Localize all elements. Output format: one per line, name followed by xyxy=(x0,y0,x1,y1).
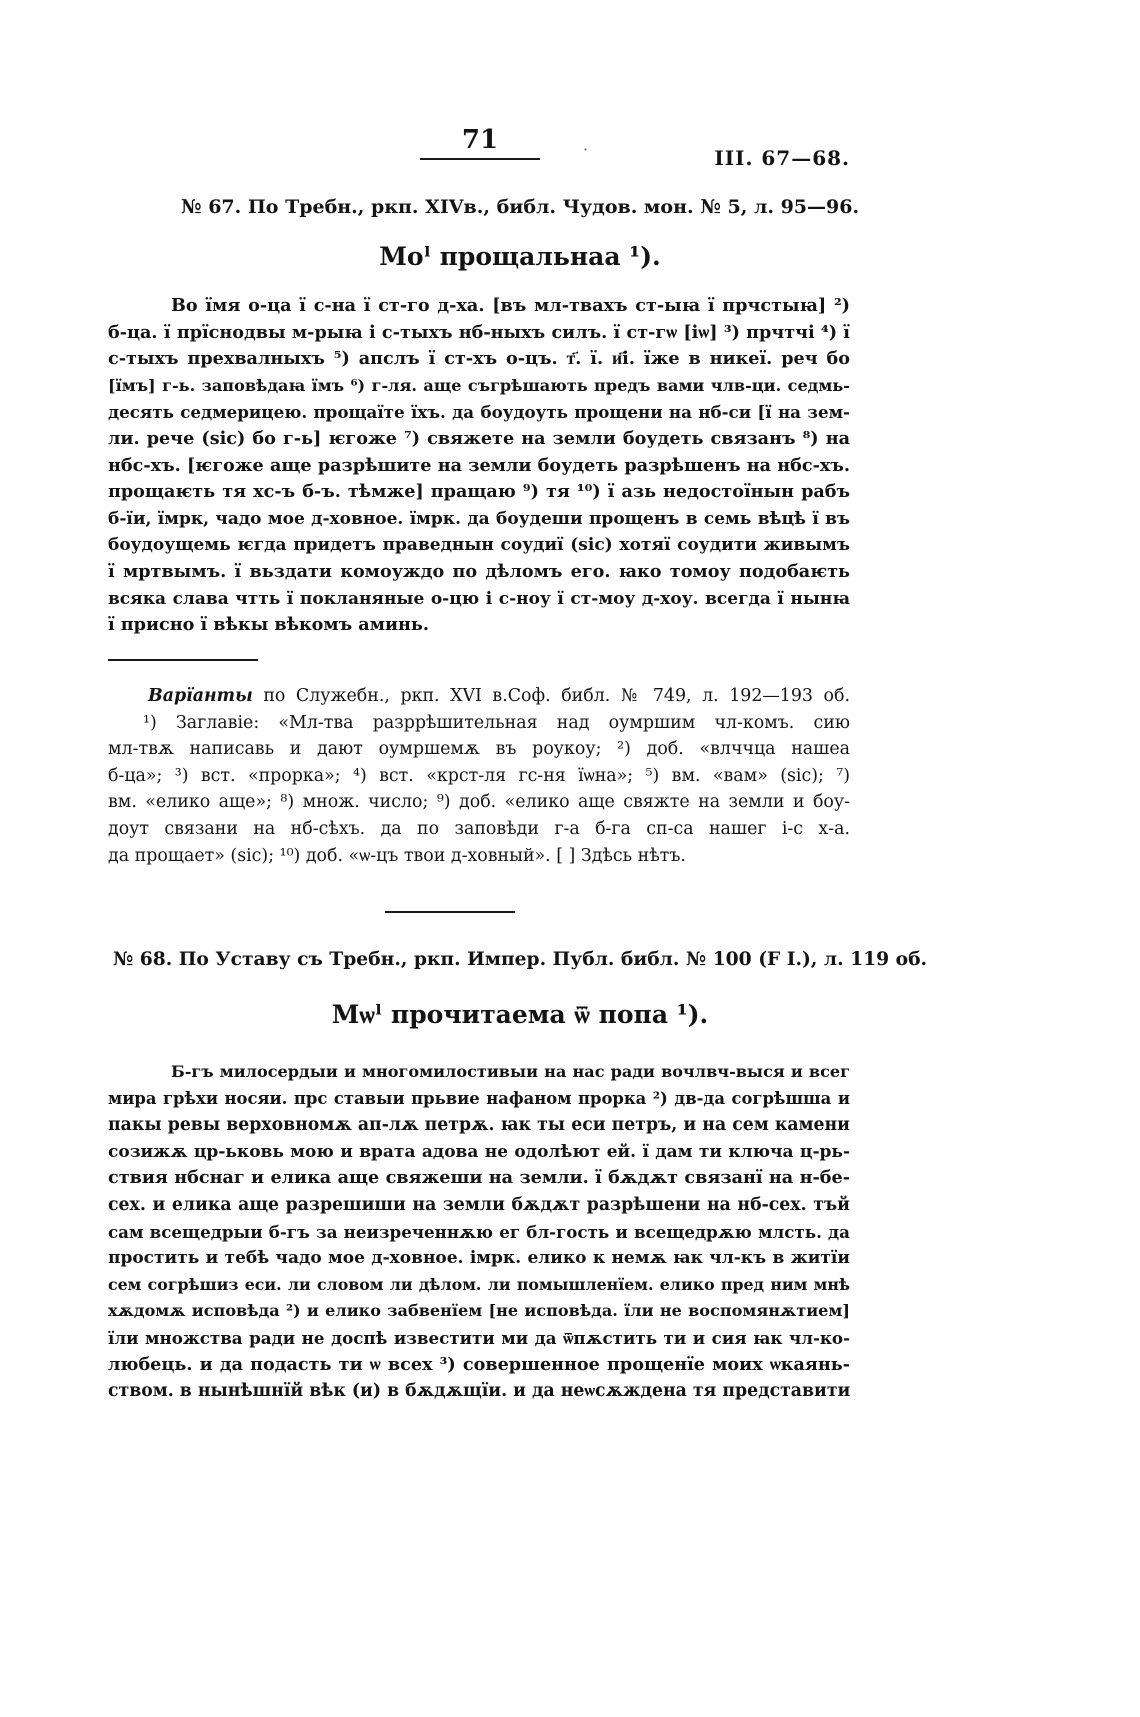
entry-68-title: Мѡˡ прочитаема ѿ попа ¹). xyxy=(331,1000,709,1029)
text-line: всяка слава чтть ї покланяные о-цю і с-ноу ї ст-моу д-хоу. всегда ї нынꙗ xyxy=(108,588,850,609)
text-line: хѫдомѫ исповѣда ²) и елико забвенїем [не исповѣда. їли не воспомянѫтием] xyxy=(108,1301,850,1321)
entry-68-text xyxy=(108,1059,850,1405)
footnote-separator xyxy=(108,659,258,661)
text-line: їли множства ради не доспѣ известити ми да ѿпѫстить ти и сия ꙗк чл-ко- xyxy=(108,1327,850,1348)
text-line: десять седмерицею. прощаїте їхъ. да боудоуть прощени на нб-си [ї на зем- xyxy=(108,402,850,423)
text-line: боудоущемь ѥгда придетъ праведнын соудиї (sic) хотяї соудити живымъ xyxy=(108,535,850,556)
variant-line: б-ца»; ³) вст. «прорка»; ⁴) вст. «крст-ля гс-ня їѡна»; ⁵) вм. «вам» (sic); ⁷) xyxy=(108,765,850,786)
page-number: 71 xyxy=(461,125,499,155)
print-speck: · xyxy=(583,140,589,159)
text-line: созижѫ цр-ьковь мою и врата адова не одолѣют ей. ї дам ти ключа ц-рь- xyxy=(108,1141,850,1162)
text-line: сех. и елика аще разрешиши на земли бѫдѫт разрѣшени на нб-сех. тъй xyxy=(108,1194,850,1215)
text-line: б-їи, їмрк, чадо мое д-ховное. їмрк. да боудеши прощенъ в семь вѣцѣ ї въ xyxy=(108,508,850,529)
entry-68-heading: № 68. По Уставу съ Требн., ркп. Импер. Публ. библ. № 100 (F I.), л. 119 об. xyxy=(112,948,928,970)
variants-67 xyxy=(108,683,850,869)
text-line: нбс-хъ. [ѥгоже аще разрѣшите на земли боудеть разрѣшенъ на нбс-хъ. xyxy=(108,454,850,476)
text-line: простить и тебѣ чадо мое д-ховное. імрк. елико к немѫ ꙗк чл-къ в житїи xyxy=(108,1248,850,1269)
text-line: сам всещедрыи б-гъ за неизреченнѫю ег бл-гость и всещедрѫю млсть. да xyxy=(108,1221,850,1242)
text-line: б-ца. ї прїснодвы м-рыꙗ і с-тыхъ нб-ныхъ силъ. ї ст-гѡ [іѡ] ³) прчтчі ⁴) ї xyxy=(108,321,850,343)
entry-67-text xyxy=(108,293,850,639)
variants-heading-line xyxy=(108,683,850,710)
text-line: ствия нбснаг и елика аще свяжеши на земли. ї бѫдѫт связанї на н-бе- xyxy=(108,1167,850,1189)
text-line: ством. в нынѣшнїй вѣк (и) в бѫдѫщїи. и да неѡсѫждена тя представити xyxy=(108,1381,851,1402)
text-line: ї присно ї вѣкы вѣкомъ аминь. xyxy=(108,614,429,636)
text-line: сем согрѣшиз еси. ли словом ли дѣлом. ли помышленїем. елико пред ним мнѣ xyxy=(108,1274,850,1294)
variant-line: да прощает» (sic); ¹⁰) доб. «ѡ-цъ твои д-ховный». [ ] Здѣсь нѣтъ. xyxy=(108,845,686,866)
text-line: с-тыхъ прехвалныхъ ⁵) апслъ ї ст-хъ о-цъ. т҃. ї. и҃і. їже в никеї. реч бо xyxy=(108,348,850,370)
text-line: Во їмя о-ца ї с-на ї ст-го д-ха. [въ мл-твахъ ст-ыꙗ ї прчстыꙗ] ²) xyxy=(171,295,850,316)
variant-line: ¹) Заглавіе: «Мл-тва разррѣшительная над оумршим чл-комъ. сию xyxy=(143,712,850,733)
text-line: любець. и да подасть ти ѡ всех ³) совершенное прощенїе моих ѡкаянь- xyxy=(108,1353,850,1375)
text-line: ли. рече (sic) бо г-ь] ѥгоже ⁷) свяжете на земли боудеть связанъ ⁸) на xyxy=(108,427,850,449)
text-line: ї мртвымъ. ї вьздати комоуждо по дѣломъ его. ꙗко томоу подобаѥть xyxy=(108,560,850,582)
variants-label: Варїанты xyxy=(148,686,253,706)
variant-line: доут связани на нб-сѣхъ. да по заповѣди г-а б-га сп-са нашег і-с х-а. xyxy=(108,818,850,839)
variant-line: мл-твѫ написавь и дают оумршемѫ въ роукоу; ²) доб. «влччца нашеа xyxy=(108,739,850,760)
running-head: III. 67—68. xyxy=(714,146,850,170)
text-line: мира грѣхи носяи. прс ставыи прьвие нафаном прорка ²) дв-да согрѣшша и xyxy=(108,1088,850,1108)
text-line: Б-гъ милосердыи и многомилостивыи на нас ради вочлвч-выся и всег xyxy=(171,1062,850,1081)
text-line: прощаѥть тя хс-ъ б-ъ. тѣмже] пращаю ⁹) тя ¹⁰) ї азь недостоїнын рабъ xyxy=(108,481,850,503)
text-line: [їмъ] г-ь. заповѣдаꙗ їмъ ⁶) г-ля. аще съгрѣшають предъ вами члв-ци. седмь- xyxy=(108,375,850,395)
entry-67-heading: № 67. По Требн., ркп. XIVв., библ. Чудов. мон. № 5, л. 95—96. xyxy=(180,196,860,218)
text-line: пакы ревы верховномѫ ап-лѫ петрѫ. ꙗк ты еси петръ, и на сем камени xyxy=(108,1115,850,1136)
entry-separator xyxy=(385,911,515,913)
page-number-rule xyxy=(420,158,540,160)
variants-source: по Служебн., ркп. XVI в.Соф. библ. № 749, л. 192—193 об. xyxy=(252,686,850,706)
variant-line: вм. «елико аще»; ⁸) множ. число; ⁹) доб. «елико аще свяжте на земли и боу- xyxy=(108,792,850,813)
entry-67-title: Моˡ прощальнаа ¹). xyxy=(379,242,661,271)
